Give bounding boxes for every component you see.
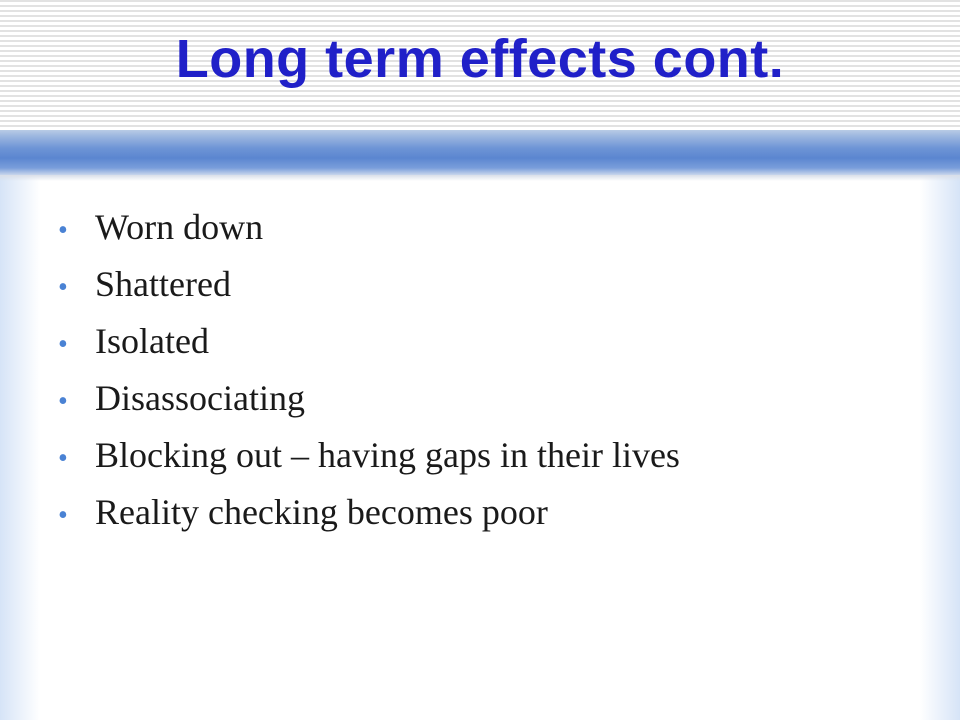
bullet-dot-icon: • <box>58 215 68 246</box>
bullet-text: Reality checking becomes poor <box>95 492 548 532</box>
bullet-dot-icon: • <box>58 386 68 417</box>
bullet-item <box>58 320 680 377</box>
bullet-text: Shattered <box>95 264 231 304</box>
bullet-item <box>58 434 680 491</box>
bullet-item <box>58 377 680 434</box>
title-accent-bar <box>0 130 960 175</box>
bullet-text: Disassociating <box>95 378 305 418</box>
bullet-item <box>58 491 680 548</box>
bullet-text: Worn down <box>95 207 264 247</box>
bullet-list <box>58 206 680 548</box>
bullet-dot-icon: • <box>58 500 68 531</box>
bullet-text: Blocking out – having gaps in their lives <box>95 435 680 475</box>
bullet-dot-icon: • <box>58 329 68 360</box>
bullet-dot-icon: • <box>58 272 68 303</box>
bullet-item <box>58 206 680 263</box>
bullet-text: Isolated <box>95 321 209 361</box>
slide-title: Long term effects cont. <box>175 29 785 89</box>
bullet-item <box>58 263 680 320</box>
bullet-dot-icon: • <box>58 443 68 474</box>
title-bar-shadow <box>0 175 960 181</box>
